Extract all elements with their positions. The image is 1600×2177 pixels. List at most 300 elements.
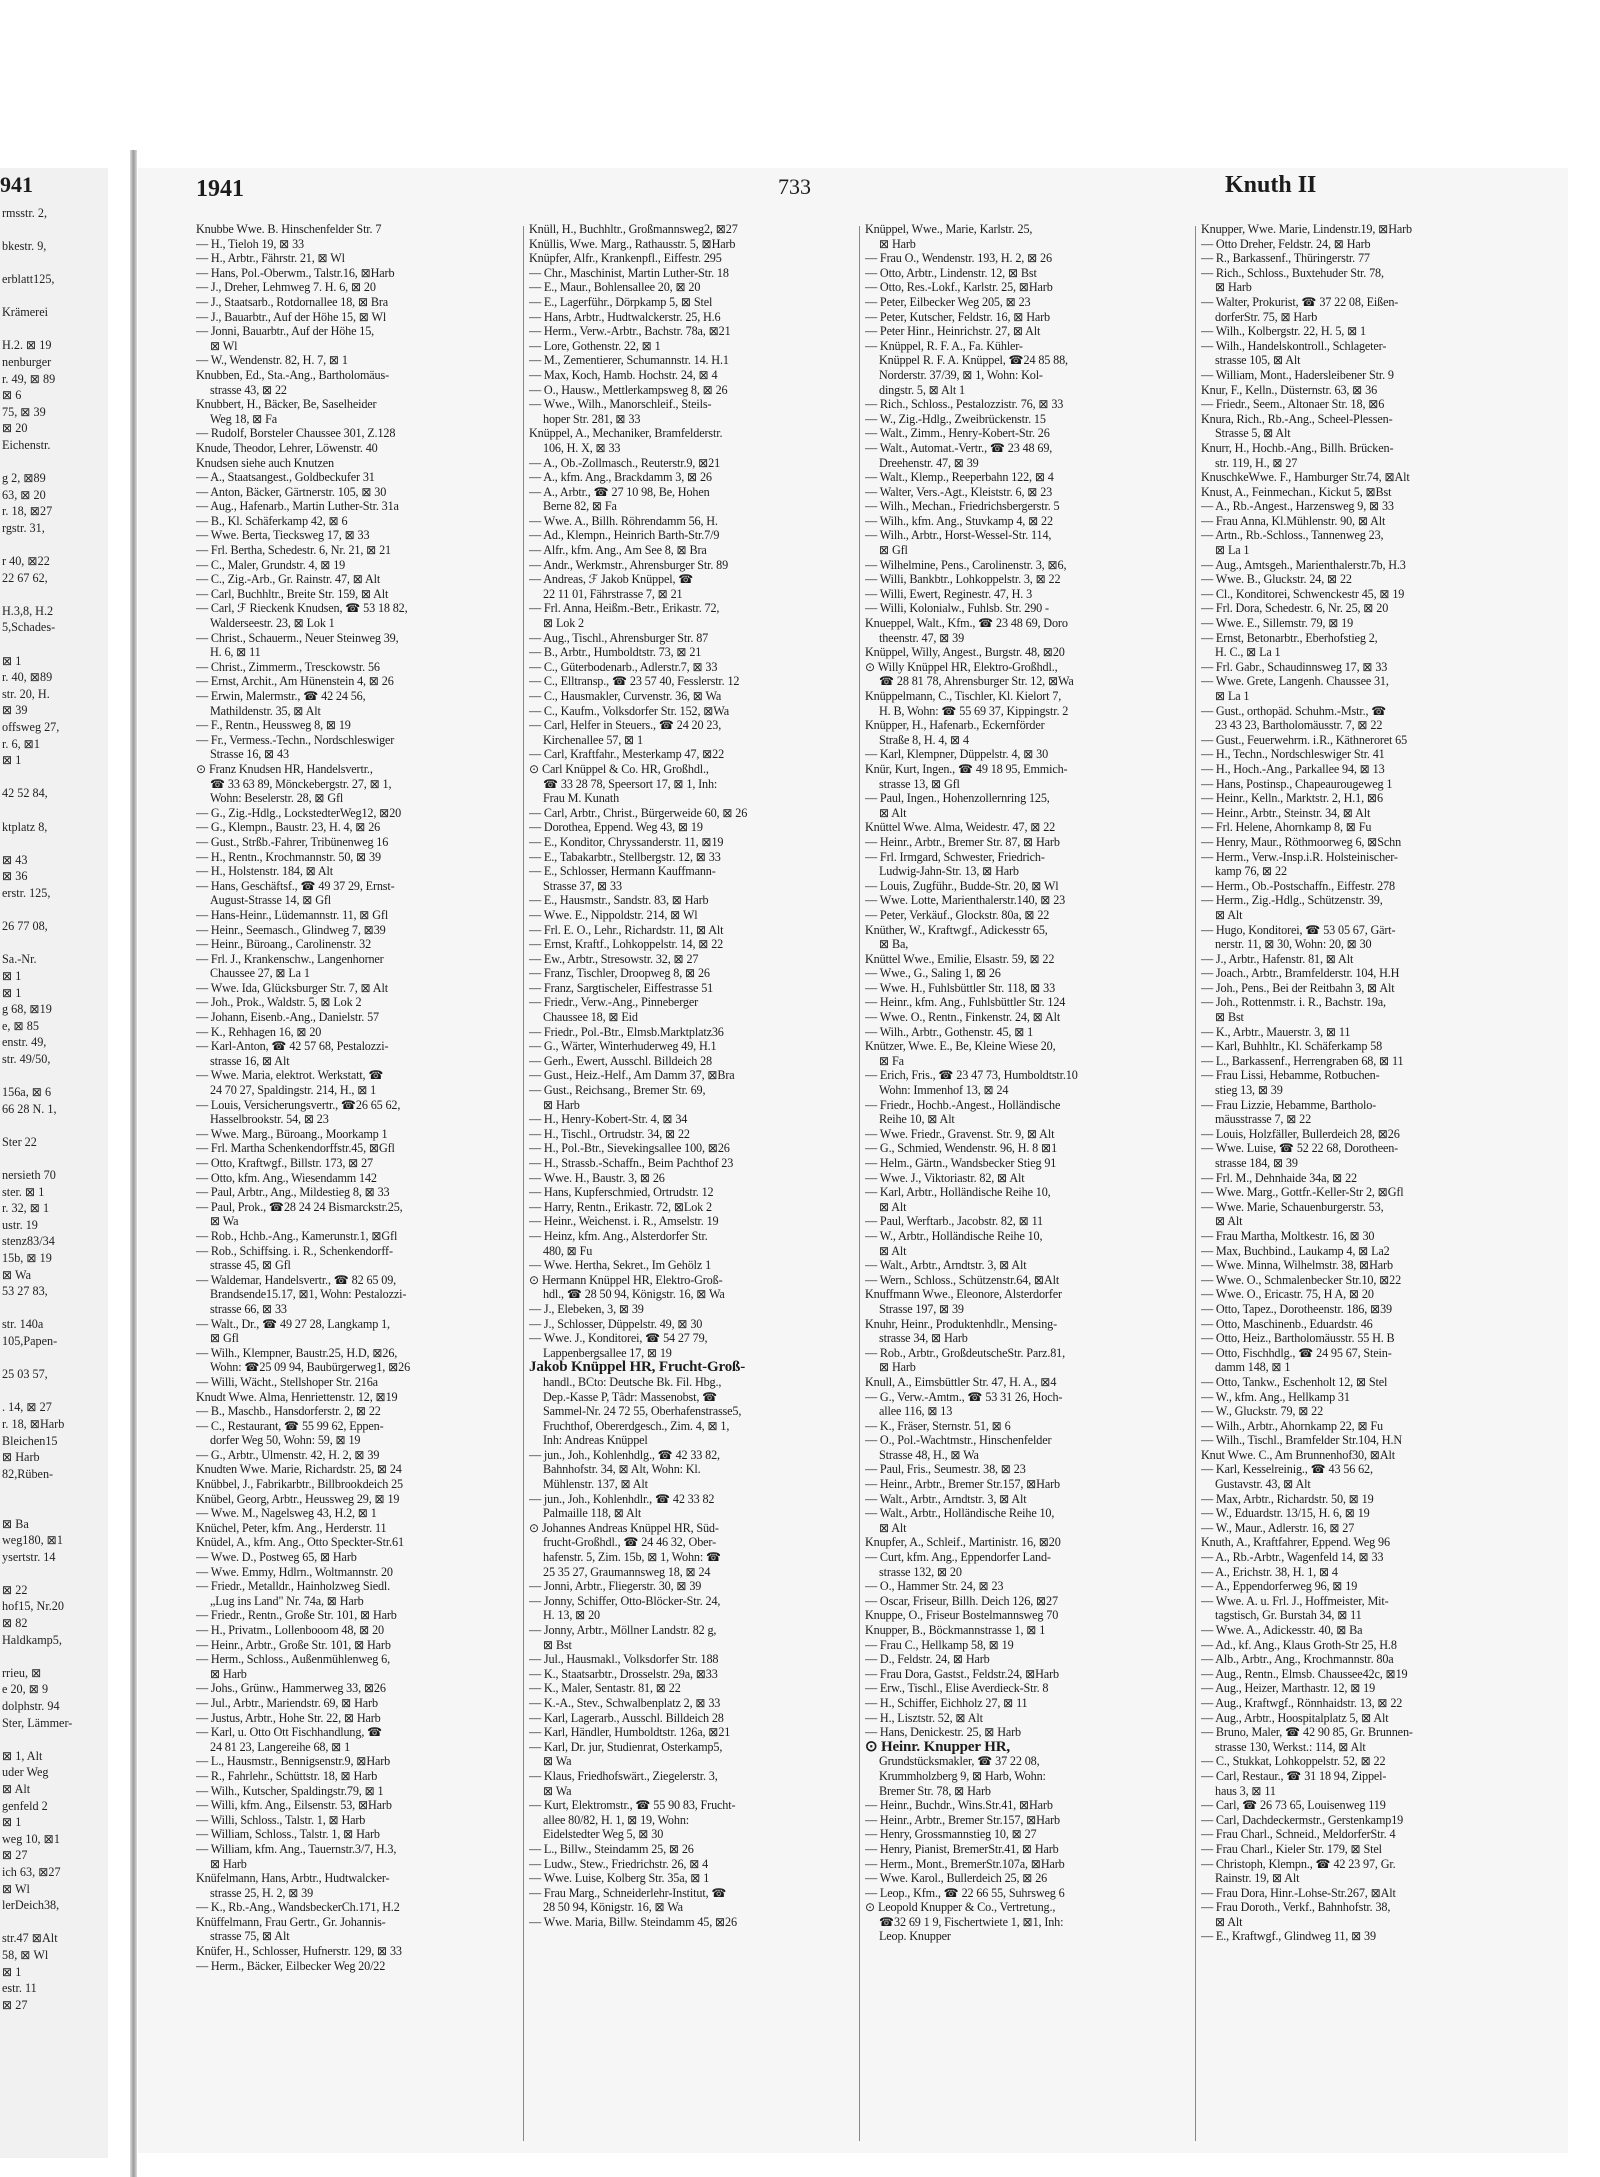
directory-entry-line: Norderstr. 37/39, ⊠ 1, Wohn: Kol- — [879, 367, 1043, 382]
margin-fragment-line: ⊠ 1 — [2, 1815, 22, 1830]
directory-entry-line: — W., Eduardstr. 13/15, H. 6, ⊠ 19 — [1201, 1506, 1370, 1521]
directory-entry-line: Knüllis, Wwe. Marg., Rathausstr. 5, ⊠Harb — [529, 236, 736, 251]
directory-entry-line: ⊠ Alt — [1215, 1914, 1243, 1929]
directory-entry-line: Knur, F., Kelln., Düsternstr. 63, ⊠ 36 — [1201, 382, 1378, 397]
directory-entry-line: ⊠ Alt — [1215, 907, 1243, 922]
directory-entry-line: Kirchenallee 57, ⊠ 1 — [543, 732, 643, 747]
directory-entry-line: — Frau Charl., Schneid., MeldorferStr. 4 — [1201, 1827, 1396, 1842]
directory-entry-line: ⊙ Willy Knüppel HR, Elektro-Großhdl., — [865, 659, 1058, 674]
directory-entry-line: ⊠ Bst — [1215, 1010, 1244, 1025]
directory-entry-line: Knüll, H., Buchhltr., Großmannsweg2, ⊠27 — [529, 222, 738, 236]
directory-entry-line: — Ernst, Kraftf., Lohkoppelstr. 14, ⊠ 22 — [529, 937, 724, 952]
directory-entry-line: — Wwe. E., Sillemstr. 79, ⊠ 19 — [1201, 616, 1354, 631]
directory-entry-line: — H., Rentn., Krochmannstr. 50, ⊠ 39 — [196, 849, 381, 864]
directory-entry-line: strasse 43, ⊠ 22 — [210, 382, 287, 397]
margin-fragment-line: uder Weg — [2, 1765, 49, 1780]
directory-entry-line: strasse 132, ⊠ 20 — [879, 1564, 962, 1579]
margin-fragment-line: nersieth 70 — [2, 1168, 56, 1183]
directory-entry-line: — Joh., Prok., Waldstr. 5, ⊠ Lok 2 — [196, 995, 362, 1010]
directory-entry-line: — Karl, Klempner, Düppelstr. 4, ⊠ 30 — [865, 747, 1049, 762]
directory-entry-line: — Friedr., Pol.-Btr., Elmsb.Marktplatz36 — [529, 1024, 724, 1039]
margin-fragment-line — [0, 536, 72, 553]
margin-fragment-line: str.47 ⊠Alt — [2, 1931, 58, 1946]
directory-entry-line: — Herm., Bäcker, Eilbecker Weg 20/22 — [196, 1958, 386, 1973]
directory-entry-line: — Otto, Kraftwgf., Billstr. 173, ⊠ 27 — [196, 1156, 373, 1170]
margin-fragment-line: ⊠ 1 — [2, 653, 22, 668]
margin-fragment-line: estr. 11 — [2, 1981, 37, 1996]
margin-fragment-line: 22 67 62, — [2, 570, 48, 585]
directory-entry-line: — Frau C., Hellkamp 58, ⊠ 19 — [865, 1637, 1014, 1652]
directory-entry-line: ⊠ Harb — [879, 1360, 916, 1375]
header-year: 1941 — [196, 176, 244, 202]
directory-entry-line: — Heinr., Büroang., Carolinenstr. 32 — [196, 937, 372, 952]
directory-entry-line: Berne 82, ⊠ Fa — [543, 499, 617, 514]
directory-entry-line: — Christoph, Klempn., ☎ 42 23 97, Gr. — [1201, 1856, 1396, 1871]
directory-entry-line: ⊠ Gfl — [879, 543, 908, 558]
directory-entry-line: — Hans, Pol.-Oberwm., Talstr.16, ⊠Harb — [196, 265, 395, 280]
directory-entry-line: — Jonni, Bauarbtr., Auf der Höhe 15, — [196, 324, 375, 339]
directory-entry-line: — Hans, Postinsp., Chapeaurougeweg 1 — [1201, 776, 1393, 791]
directory-entry-line: — Curt, kfm. Ang., Eppendorfer Land- — [865, 1550, 1051, 1565]
margin-fragment-line: ⊠ 1 — [2, 753, 22, 768]
directory-entry-line: — G., Zig.-Hdlg., LockstedterWeg12, ⊠20 — [196, 805, 402, 820]
directory-entry-line: — Walt., Zimm., Henry-Kobert-Str. 26 — [865, 426, 1050, 441]
directory-entry-line: — B., Kl. Schäferkamp 42, ⊠ 6 — [196, 513, 348, 528]
page-header — [138, 168, 1568, 210]
directory-entry-line: — Max, Arbtr., Richardstr. 50, ⊠ 19 — [1201, 1491, 1374, 1506]
directory-entry-line: — H., Holstenstr. 184, ⊠ Alt — [196, 864, 334, 879]
directory-entry-line: — Peter, Kutscher, Feldstr. 16, ⊠ Harb — [865, 309, 1050, 324]
directory-entry-line: — Dorothea, Eppend. Weg 43, ⊠ 19 — [529, 820, 703, 835]
directory-entry-line: — Wwe. Friedr., Gravenst. Str. 9, ⊠ Alt — [865, 1126, 1055, 1141]
directory-entry-line: — Ad., kf. Ang., Klaus Groth-Str 25, H.8 — [1201, 1637, 1397, 1652]
directory-entry-line: — Erw., Tischl., Elise Averdieck-Str. 8 — [865, 1681, 1049, 1696]
directory-entry-line: Wohn: Immenhof 13, ⊠ 24 — [879, 1083, 1009, 1098]
directory-entry-line: strasse 34, ⊠ Harb — [879, 1331, 968, 1346]
directory-entry-line: — Friedr., Rentn., Große Str. 101, ⊠ Harb — [196, 1608, 397, 1623]
directory-entry-line: — Friedr., Verw.-Ang., Pinneberger — [529, 995, 698, 1010]
directory-entry-line: — Ernst, Betonarbtr., Eberhofstieg 2, — [1201, 630, 1378, 645]
margin-fragment-line — [0, 254, 72, 271]
directory-entry-line: — Wilh., Tischl., Bramfelder Str.104, H.N — [1201, 1433, 1402, 1448]
directory-entry-line: — Helm., Gärtn., Wandsbecker Stieg 91 — [865, 1156, 1057, 1170]
directory-entry-line: — C., Kaufm., Volksdorfer Str. 152, ⊠Wa — [529, 703, 729, 718]
margin-fragment-line: dolphstr. 94 — [2, 1699, 60, 1714]
directory-page — [138, 168, 1568, 2153]
directory-entry-line: — Wwe. Hertha, Sekret., Im Gehölz 1 — [529, 1258, 712, 1273]
directory-entry-line: — Wwe. O., Ericastr. 75, H A, ⊠ 20 — [1201, 1287, 1374, 1302]
directory-entry-line: 23 43 23, Bartholomäusstr. 7, ⊠ 22 — [1215, 718, 1383, 733]
directory-entry-line: — Wwe. Luise, ☎ 52 22 68, Dorotheen- — [1201, 1141, 1399, 1156]
directory-entry-line: — Carl, Buchhltr., Breite Str. 159, ⊠ Alt — [196, 586, 389, 601]
directory-entry-line: Knüpper, H., Hafenarb., Eckernförder — [865, 718, 1045, 733]
margin-fragment-line: ⊠ Ba — [2, 1516, 29, 1531]
column-rule — [859, 226, 860, 2141]
directory-entry-line: — Heinr., Arbtr., Steinstr. 34, ⊠ Alt — [1201, 805, 1371, 820]
directory-entry-line: — Herm., Zig.-Hdlg., Schützenstr. 39, — [1201, 893, 1383, 908]
directory-entry-line: — C., Güterbodenarb., Adlerstr.7, ⊠ 33 — [529, 659, 718, 674]
directory-entry-line: Knueppel, Walt., Kfm., ☎ 23 48 69, Doro — [865, 616, 1068, 631]
margin-fragment-line: ktplatz 8, — [2, 819, 48, 834]
column-rule — [1195, 226, 1196, 2141]
directory-entry-line: — Jonni, Arbtr., Fliegerstr. 30, ⊠ 39 — [529, 1579, 702, 1594]
directory-entry-line: — Kurt, Elektromstr., ☎ 55 90 83, Frucht- — [529, 1798, 736, 1813]
directory-entry-line: — Louis, Zugführ., Budde-Str. 20, ⊠ Wl — [865, 878, 1059, 893]
directory-entry-line: Knüppelmann, C., Tischler, Kl. Kielort 7, — [865, 689, 1062, 703]
directory-entry-line: — O., Hammer Str. 24, ⊠ 23 — [865, 1579, 1004, 1594]
directory-entry-line: frucht-Großhdl., ☎ 24 46 32, Ober- — [543, 1535, 716, 1550]
margin-fragment-line: ⊠ 1 — [2, 968, 22, 983]
directory-entry-line: Knupper, B., Böckmannstrasse 1, ⊠ 1 — [865, 1623, 1046, 1637]
directory-entry-line: — Frau Lizzie, Hebamme, Bartholo- — [1201, 1097, 1377, 1112]
listing-column-4 — [1201, 222, 1531, 2147]
directory-entry-line: — Heinr., Arbtr., Große Str. 101, ⊠ Harb — [196, 1637, 391, 1652]
margin-fragment-line: rmsstr. 2, — [2, 205, 48, 220]
directory-entry-line: — R., Barkassenf., Thüringerstr. 77 — [1201, 251, 1370, 266]
directory-entry-line: — J., Elebeken, 3, ⊠ 39 — [529, 1301, 644, 1316]
directory-entry-line: Knüchel, Peter, kfm. Ang., Herderstr. 11 — [196, 1520, 387, 1535]
directory-entry-line: — M., Zementierer, Schumannstr. 14. H.1 — [529, 353, 729, 368]
directory-entry-line: — Paul, Fris., Seumestr. 38, ⊠ 23 — [865, 1462, 1026, 1477]
margin-fragment-line — [0, 802, 72, 819]
directory-entry-line: — Wwe. Ida, Glücksburger Str. 7, ⊠ Alt — [196, 980, 388, 995]
margin-fragment-line: ⊠ Wa — [2, 1267, 31, 1282]
directory-entry-line: — Peter Hinr., Heinrichstr. 27, ⊠ Alt — [865, 324, 1041, 339]
directory-entry-line: Rainstr. 19, ⊠ Alt — [1215, 1871, 1300, 1886]
directory-entry-line: — Wern., Schloss., Schützenstr.64, ⊠Alt — [865, 1272, 1060, 1287]
directory-entry-line: strasse 16, ⊠ Alt — [210, 1053, 290, 1068]
directory-entry-line: — Wwe. J., Konditorei, ☎ 54 27 79, — [529, 1331, 708, 1346]
listing-column-2 — [529, 222, 855, 2147]
directory-entry-line: strasse 25, H. 2, ⊠ 39 — [210, 1885, 314, 1900]
directory-entry-line: hafenstr. 5, Zim. 15b, ⊠ 1, Wohn: ☎ — [543, 1550, 722, 1565]
directory-entry-line: — Louis, Versicherungsvertr., ☎26 65 62, — [196, 1097, 401, 1112]
directory-entry-line: KnuschkeWwe. F., Hamburger Str.74, ⊠Alt — [1201, 470, 1410, 485]
directory-entry-line: ⊙ Leopold Knupper & Co., Vertretung., — [865, 1900, 1056, 1915]
directory-entry-line: Knübel, Georg, Arbtr., Heussweg 29, ⊠ 19 — [196, 1491, 400, 1506]
directory-entry-line: — Jonny, Schiffer, Otto-Blöcker-Str. 24, — [529, 1593, 721, 1608]
directory-entry-line: nerstr. 11, ⊠ 30, Wohn: 20, ⊠ 30 — [1215, 937, 1372, 952]
directory-entry-line: — Wwe. A. u. Frl. J., Hoffmeister, Mit- — [1201, 1593, 1389, 1608]
directory-entry-line: — G., Klempn., Baustr. 23, H. 4, ⊠ 26 — [196, 820, 381, 835]
directory-entry-line: — H., Tieloh 19, ⊠ 33 — [196, 236, 304, 251]
directory-entry-line: — Ernst, Archit., Am Hünenstein 4, ⊠ 26 — [196, 674, 394, 689]
book-gutter — [130, 150, 137, 2177]
margin-fragment-line: 75, ⊠ 39 — [2, 404, 46, 419]
directory-entry-line: — Ludw., Stew., Friedrichstr. 26, ⊠ 4 — [529, 1856, 709, 1871]
directory-entry-line: — H., Pol.-Btr., Sievekingsallee 100, ⊠26 — [529, 1141, 730, 1156]
directory-entry-line: ⊠ Alt — [879, 1520, 907, 1535]
directory-entry-line: — Walt., Dr., ☎ 49 27 28, Langkamp 1, — [196, 1316, 390, 1331]
directory-entry-line: — Gust., Feuerwehrm. i.R., Käthneroret 65 — [1201, 732, 1408, 747]
directory-entry-line: — R., Fahrlehr., Schüttstr. 18, ⊠ Harb — [196, 1768, 378, 1783]
margin-fragment-line — [0, 1067, 72, 1084]
margin-fragment-line: str. 140a — [2, 1317, 44, 1332]
directory-entry-line: — K., Maler, Sentastr. 81, ⊠ 22 — [529, 1681, 681, 1696]
directory-entry-line: — Wilh., Arbtr., Horst-Wessel-Str. 114, — [865, 528, 1052, 543]
directory-entry-line: str. 119, H., ⊠ 27 — [1215, 455, 1298, 470]
directory-entry-line: — Aug., Amtsgeh., Marienthalerstr.7b, H.3 — [1201, 557, 1406, 572]
directory-entry-line: — J., Staatsarb., Rotdornallee 18, ⊠ Bra — [196, 294, 389, 309]
directory-entry-line: — Heinr., Seemasch., Glindweg 7, ⊠39 — [196, 922, 386, 937]
directory-entry-line: H. 6, ⊠ 11 — [210, 645, 261, 660]
margin-fragment-line: ⊠ Harb — [2, 1450, 40, 1465]
directory-entry-line: — Paul, Arbtr., Ang., Mildestieg 8, ⊠ 33 — [196, 1185, 390, 1200]
margin-fragment-line — [0, 1482, 72, 1499]
directory-entry-line: — Paul, Werftarb., Jacobstr. 82, ⊠ 11 — [865, 1214, 1043, 1229]
margin-fragment-line: rrieu, ⊠ — [2, 1665, 42, 1680]
directory-entry-line: — H., Arbtr., Fährstr. 21, ⊠ Wl — [196, 251, 345, 266]
directory-entry-line: — J., Arbtr., Hafenstr. 81, ⊠ Alt — [1201, 951, 1354, 966]
directory-entry-line: — Heinr., Arbtr., Bremer Str.157, ⊠Harb — [865, 1812, 1060, 1827]
directory-entry-line: ⊠ Fa — [879, 1053, 904, 1068]
directory-entry-line: Dep.-Kasse P, Tâdr: Massenobst, ☎ — [543, 1389, 718, 1404]
margin-fragment-line: r. 18, ⊠Harb — [2, 1416, 65, 1431]
directory-entry-line: ⊙ Franz Knudsen HR, Handelsvertr., — [196, 761, 373, 776]
directory-entry-line: — Karl, u. Otto Ott Fischhandlung, ☎ — [196, 1725, 383, 1740]
directory-entry-line: strasse 66, ⊠ 33 — [210, 1301, 287, 1316]
directory-entry-line: Knützer, Wwe. E., Be, Kleine Wiese 20, — [865, 1039, 1056, 1054]
directory-entry-line: — Erich, Fris., ☎ 23 47 73, Humboldtstr.10 — [865, 1068, 1078, 1083]
directory-entry-line: — Heinr., Buchdr., Wins.Str.41, ⊠Harb — [865, 1798, 1053, 1813]
directory-entry-line: — William, Schloss., Talstr. 1, ⊠ Harb — [196, 1827, 380, 1842]
column-rule — [523, 226, 524, 2141]
margin-fragment-line: 26 77 08, — [2, 919, 48, 934]
directory-entry-line: Knubbe Wwe. B. Hinschenfelder Str. 7 — [196, 222, 382, 236]
margin-fragment-line: Sa.-Nr. — [2, 952, 37, 967]
margin-fragment-line — [0, 1300, 72, 1317]
directory-entry-line: ⊠ Harb — [1215, 280, 1252, 295]
listing-columns — [196, 222, 1533, 2147]
margin-fragment-line — [0, 769, 72, 786]
directory-entry-line: Knut Wwe. C., Am Brunnenhof30, ⊠Alt — [1201, 1447, 1395, 1462]
directory-entry-line: — D., Feldstr. 24, ⊠ Harb — [865, 1652, 990, 1667]
directory-entry-line: — E., Lagerführ., Dörpkamp 5, ⊠ Stel — [529, 294, 713, 309]
margin-fragment-line: ⊠ Alt — [2, 1782, 31, 1796]
directory-entry-line: — Joach., Arbtr., Bramfelderstr. 104, H.H — [1201, 966, 1400, 981]
directory-entry-line: August-Strasse 14, ⊠ Gfl — [210, 893, 332, 908]
directory-entry-line: — Walt., Arbtr., Holländische Reihe 10, — [865, 1506, 1055, 1521]
directory-entry-line: — Aug., Heizer, Marthastr. 12, ⊠ 19 — [1201, 1681, 1376, 1696]
directory-entry-line: — Franz, Sargtischeler, Eiffestrasse 51 — [529, 980, 714, 995]
directory-entry-line: — Carl, Arbtr., Christ., Bürgerweide 60, ⊠ 26 — [529, 805, 748, 820]
directory-entry-line: — A., Rb.-Angest., Harzensweg 9, ⊠ 33 — [1201, 499, 1394, 514]
listing-column-1 — [196, 222, 518, 2147]
directory-entry-line: kamp 76, ⊠ 22 — [1215, 864, 1287, 879]
directory-entry-line: — Joh., Pens., Bei der Reitbahn 3, ⊠ Alt — [1201, 980, 1395, 995]
margin-fragment-line: r. 32, ⊠ 1 — [2, 1201, 50, 1216]
directory-entry-line: — Paul, Prok., ☎28 24 24 Bismarckstr.25, — [196, 1199, 403, 1214]
directory-entry-line: — Artn., Rb.-Schloss., Tannenweg 23, — [1201, 528, 1384, 543]
directory-entry-line: — C., Restaurant, ☎ 55 99 62, Eppen- — [196, 1418, 384, 1433]
margin-fragment-line: ⊠ 27 — [2, 1997, 28, 2012]
directory-entry-line: — L., Hausmstr., Bennigsenstr.9, ⊠Harb — [196, 1754, 391, 1769]
margin-fragment-line — [0, 454, 72, 471]
directory-entry-line: — Frl. Bertha, Schedestr. 6, Nr. 21, ⊠ 21 — [196, 543, 391, 558]
directory-entry-line: — Erwin, Malermstr., ☎ 42 24 56, — [196, 689, 366, 703]
directory-entry-line: Knupper, Wwe. Marie, Lindenstr.19, ⊠Harb — [1201, 222, 1412, 236]
directory-entry-line: ☎ 33 63 89, Mönckebergstr. 27, ⊠ 1, — [210, 776, 392, 791]
directory-entry-line: ⊠ Bst — [543, 1637, 572, 1652]
directory-entry-line: Chaussee 27, ⊠ La 1 — [210, 966, 310, 981]
directory-entry-line: — Otto, Res.-Lokf., Karlstr. 25, ⊠Harb — [865, 280, 1053, 295]
directory-entry-line: — Max, Buchbind., Laukamp 4, ⊠ La2 — [1201, 1243, 1390, 1258]
directory-entry-line: strasse 75, ⊠ Alt — [210, 1929, 290, 1944]
directory-entry-line: — Frl. M., Dehnhaide 34a, ⊠ 22 — [1201, 1170, 1358, 1185]
directory-entry-line: Dreehenstr. 47, ⊠ 39 — [879, 455, 979, 470]
directory-entry-line: — Wwe. Grete, Langenh. Chaussee 31, — [1201, 674, 1389, 689]
directory-entry-line: — Peter, Eilbecker Weg 205, ⊠ 23 — [865, 294, 1031, 309]
directory-entry-line: Mühlenstr. 137, ⊠ Alt — [543, 1477, 648, 1492]
directory-entry-line: — Wwe. B., Gluckstr. 24, ⊠ 22 — [1201, 572, 1352, 587]
directory-entry-line: Knuhr, Heinr., Produktenhdlr., Mensing- — [865, 1316, 1058, 1331]
directory-entry-line: — Justus, Arbtr., Hohe Str. 22, ⊠ Harb — [196, 1710, 381, 1725]
directory-entry-line: — Wwe. A., Adickesstr. 40, ⊠ Ba — [1201, 1623, 1363, 1637]
directory-entry-line: ⊙ Carl Knüppel & Co. HR, Großhdl., — [529, 761, 709, 776]
directory-entry-line: — Frl. Helene, Ahornkamp 8, ⊠ Fu — [1201, 820, 1372, 835]
directory-entry-line: — Wilh., Arbtr., Gothenstr. 45, ⊠ 1 — [865, 1024, 1034, 1039]
directory-entry-line: Wohn: Beselerstr. 28, ⊠ Gfl — [210, 791, 344, 806]
directory-entry-line: — Franz, Tischler, Droopweg 8, ⊠ 26 — [529, 966, 710, 981]
directory-entry-line: Palmaille 118, ⊠ Alt — [543, 1506, 642, 1521]
directory-entry-line: — G., Verw.-Amtm., ☎ 53 31 26, Hoch- — [865, 1389, 1063, 1404]
margin-fragment-line: e 20, ⊠ 9 — [2, 1682, 49, 1697]
directory-entry-line: — F., Rentn., Heussweg 8, ⊠ 19 — [196, 718, 351, 733]
directory-entry-line: Chaussee 18, ⊠ Eid — [543, 1010, 638, 1025]
directory-entry-line: ☎32 69 1 9, Fischertwiete 1, ⊠1, Inh: — [879, 1914, 1064, 1929]
directory-entry-line: — H., Tischl., Ortrudstr. 34, ⊠ 22 — [529, 1126, 690, 1141]
margin-fragment-line: . 14, ⊠ 27 — [2, 1400, 52, 1415]
margin-fragment-line: r. 6, ⊠1 — [2, 736, 40, 751]
directory-entry-line: — Wwe. Emmy, Hdlrn., Woltmannstr. 20 — [196, 1564, 393, 1579]
directory-entry-line: — Hans, Geschäftsf., ☎ 49 37 29, Ernst- — [196, 878, 395, 893]
directory-entry-line: — E., Maur., Bohlensallee 20, ⊠ 20 — [529, 280, 701, 295]
directory-entry-line: — Karl-Anton, ☎ 42 57 68, Pestalozzi- — [196, 1039, 389, 1054]
directory-entry-line: — Heinr., Weichenst. i. R., Amselstr. 19 — [529, 1214, 719, 1229]
directory-entry-line: Knust, A., Feinmechan., Kickut 5, ⊠Bst — [1201, 484, 1392, 499]
directory-entry-line: — Jul., Arbtr., Mariendstr. 69, ⊠ Harb — [196, 1695, 378, 1710]
directory-entry-line: Knubben, Ed., Sta.-Ang., Bartholomäus- — [196, 367, 389, 382]
directory-entry-line: — Wilh., kfm. Ang., Stuvkamp 4, ⊠ 22 — [865, 513, 1053, 528]
directory-entry-line: — Karl, Dr. jur, Studienrat, Osterkamp5, — [529, 1739, 723, 1754]
directory-entry-line: — A., Erichstr. 38, H. 1, ⊠ 4 — [1201, 1564, 1338, 1579]
directory-entry-line: — Heinr., Kelln., Marktstr. 2, H.1, ⊠6 — [1201, 791, 1383, 806]
directory-entry-line: strasse 105, ⊠ Alt — [1215, 353, 1301, 368]
directory-entry-line: — Rob., Schiffsing. i. R., Schenkendorff- — [196, 1243, 393, 1258]
directory-entry-line: — E., Kraftwgf., Glindweg 11, ⊠ 39 — [1201, 1929, 1376, 1944]
directory-entry-line: — Otto Dreher, Feldstr. 24, ⊠ Harb — [1201, 236, 1371, 251]
margin-fragment-line: r 40, ⊠22 — [2, 554, 50, 569]
directory-entry-line: — Jul., Hausmakl., Volksdorfer Str. 188 — [529, 1652, 719, 1667]
directory-entry-line: Mathildenstr. 35, ⊠ Alt — [210, 703, 321, 718]
margin-fragment-line: offsweg 27, — [2, 720, 60, 734]
directory-entry-line: — Wwe. Marg., Gottfr.-Keller-Str 2, ⊠Gfl — [1201, 1185, 1404, 1200]
margin-fragment-line: lerDeich38, — [2, 1898, 60, 1913]
directory-entry-line: Fruchthof, Obererdgesch., Zim. 4, ⊠ 1, — [543, 1418, 730, 1433]
directory-entry-line: — W., Gluckstr. 79, ⊠ 22 — [1201, 1404, 1324, 1419]
directory-entry-line: hdl., ☎ 28 50 94, Königstr. 16, ⊠ Wa — [543, 1287, 725, 1302]
margin-fragment-line — [0, 1731, 72, 1748]
margin-fragment-line: 53 27 83, — [2, 1284, 48, 1299]
directory-entry-line: — L., Barkassenf., Herrengraben 68, ⊠ 11 — [1201, 1053, 1404, 1068]
directory-entry-line: — W., Maur., Adlerstr. 16, ⊠ 27 — [1201, 1520, 1355, 1535]
margin-fragment-line: weg 10, ⊠1 — [2, 1831, 60, 1846]
directory-entry-line: strasse 13, ⊠ Gfl — [879, 776, 960, 791]
margin-fragment-line: stenz83/34 — [2, 1234, 55, 1249]
directory-entry-line: — Otto, Arbtr., Lindenstr. 12, ⊠ Bst — [865, 265, 1037, 280]
directory-entry-line: — Wwe. Luise, Kolberg Str. 35a, ⊠ 1 — [529, 1871, 710, 1886]
directory-entry-line: — Chr., Maschinist, Martin Luther-Str. 18 — [529, 265, 729, 280]
directory-entry-line: — Wilh., Arbtr., Ahornkamp 22, ⊠ Fu — [1201, 1418, 1383, 1433]
margin-fragment-line: ⊠ 36 — [2, 869, 28, 884]
directory-entry-line: — J., Schlosser, Düppelstr. 49, ⊠ 30 — [529, 1316, 703, 1331]
directory-entry-line: — Henry, Maur., Röthmoorweg 6, ⊠Schn — [1201, 834, 1402, 849]
directory-entry-line: — Frau Lissi, Hebamme, Rotbuchen- — [1201, 1068, 1380, 1083]
directory-entry-line: — Johs., Grünw., Hammerweg 33, ⊠26 — [196, 1681, 386, 1696]
directory-entry-line: — Aug., Tischl., Ahrensburger Str. 87 — [529, 630, 709, 645]
directory-entry-line: — Otto, Fischhdlg., ☎ 24 95 67, Stein- — [1201, 1345, 1392, 1360]
directory-entry-line: — Otto, Tankw., Eschenholt 12, ⊠ Stel — [1201, 1374, 1388, 1389]
directory-entry-line: — Frl. J., Krankenschw., Langenhorner — [196, 951, 384, 966]
directory-entry-line: — Herm., Verw.-Insp.i.R. Holsteinischer- — [1201, 849, 1398, 864]
margin-fragment-line: Ster, Lämmer- — [2, 1715, 73, 1730]
directory-entry-line: — B., Maschb., Hansdorferstr. 2, ⊠ 22 — [196, 1404, 381, 1419]
margin-fragment-line — [0, 835, 72, 852]
directory-entry-line: — A., Arbtr., ☎ 27 10 98, Be, Hohen — [529, 484, 710, 499]
directory-entry-line: Knüfer, H., Schlosser, Hufnerstr. 129, ⊠ 33 — [196, 1944, 402, 1959]
directory-entry-line: 24 81 23, Langereihe 68, ⊠ 1 — [210, 1739, 351, 1754]
directory-entry-line: mäusstrasse 7, ⊠ 22 — [1215, 1112, 1312, 1127]
margin-fragment-line: Haldkamp5, — [2, 1632, 62, 1647]
margin-fragment-line: genfeld 2 — [2, 1798, 48, 1813]
directory-entry-line: Walderseestr. 23, ⊠ Lok 1 — [210, 616, 335, 631]
directory-entry-line: — Carl, ☎ 26 73 65, Louisenweg 119 — [1201, 1798, 1386, 1813]
margin-fragment-line: weg180, ⊠1 — [2, 1533, 63, 1548]
directory-entry-line: — K., Arbtr., Mauerstr. 3, ⊠ 11 — [1201, 1024, 1351, 1039]
directory-entry-line: — Hans, Arbtr., Hudtwalckerstr. 25, H.6 — [529, 309, 721, 324]
margin-fragment-line — [0, 1383, 72, 1400]
directory-entry-line: ⊠ La 1 — [1215, 543, 1250, 558]
directory-entry-line: 28 50 94, Königstr. 16, ⊠ Wa — [543, 1900, 683, 1915]
directory-entry-line: — Carl, ℱ Rieckenk Knudsen, ☎ 53 18 82, — [196, 601, 408, 616]
margin-fragment-line: ⊠ 82 — [2, 1616, 28, 1631]
directory-entry-line: — Knüppel, R. F. A., Fa. Kühler- — [865, 338, 1023, 353]
directory-entry-line: Knubbert, H., Bäcker, Be, Saselheider — [196, 397, 377, 412]
directory-entry-line: ⊠ Harb — [210, 1666, 247, 1681]
directory-entry-line: — J., Dreher, Lehmweg 7. H. 6, ⊠ 20 — [196, 280, 376, 295]
directory-entry-line: — Wwe. O., Schmalenbecker Str.10, ⊠22 — [1201, 1272, 1402, 1287]
margin-fragment-line — [0, 321, 72, 338]
directory-entry-line: — E., Hausmstr., Sandstr. 83, ⊠ Harb — [529, 893, 709, 908]
directory-entry-line: — W., kfm. Ang., Hellkamp 31 — [1201, 1389, 1350, 1404]
directory-entry-line: — O., Pol.-Wachtmstr., Hinschenfelder — [865, 1433, 1052, 1448]
margin-fragment-line: Ster 22 — [2, 1134, 37, 1149]
directory-entry-line: — Wwe., Wilh., Manorschleif., Steils- — [529, 397, 712, 412]
directory-entry-line: Strasse 197, ⊠ 39 — [879, 1301, 964, 1316]
directory-entry-line: — Rob., Hchb.-Ang., Kamerunstr.1, ⊠Gfl — [196, 1228, 398, 1243]
directory-entry-line: — Gerh., Ewert, Ausschl. Billdeich 28 — [529, 1053, 712, 1068]
directory-entry-line: Knüfelmann, Hans, Arbtr., Hudtwalcker- — [196, 1871, 390, 1886]
directory-entry-line: ⊠ Alt — [1215, 1214, 1243, 1229]
directory-entry-line: — Ad., Klempn., Heinrich Barth-Str.7/9 — [529, 528, 720, 543]
directory-entry-line: Hasselbrookstr. 54, ⊠ 23 — [210, 1112, 329, 1127]
directory-entry-line: — W., Arbtr., Holländische Reihe 10, — [865, 1228, 1043, 1243]
directory-entry-line: Grundstücksmakler, ☎ 37 22 08, — [879, 1754, 1040, 1769]
margin-fragment-line — [0, 1914, 72, 1931]
directory-entry-line: — Christ., Zimmerm., Tresckowstr. 56 — [196, 659, 380, 674]
directory-entry-line: — Karl, Buhhltr., Kl. Schäferkamp 58 — [1201, 1039, 1383, 1054]
directory-entry-line: — Wilh., Kutscher, Spaldingstr.79, ⊠ 1 — [196, 1783, 384, 1798]
